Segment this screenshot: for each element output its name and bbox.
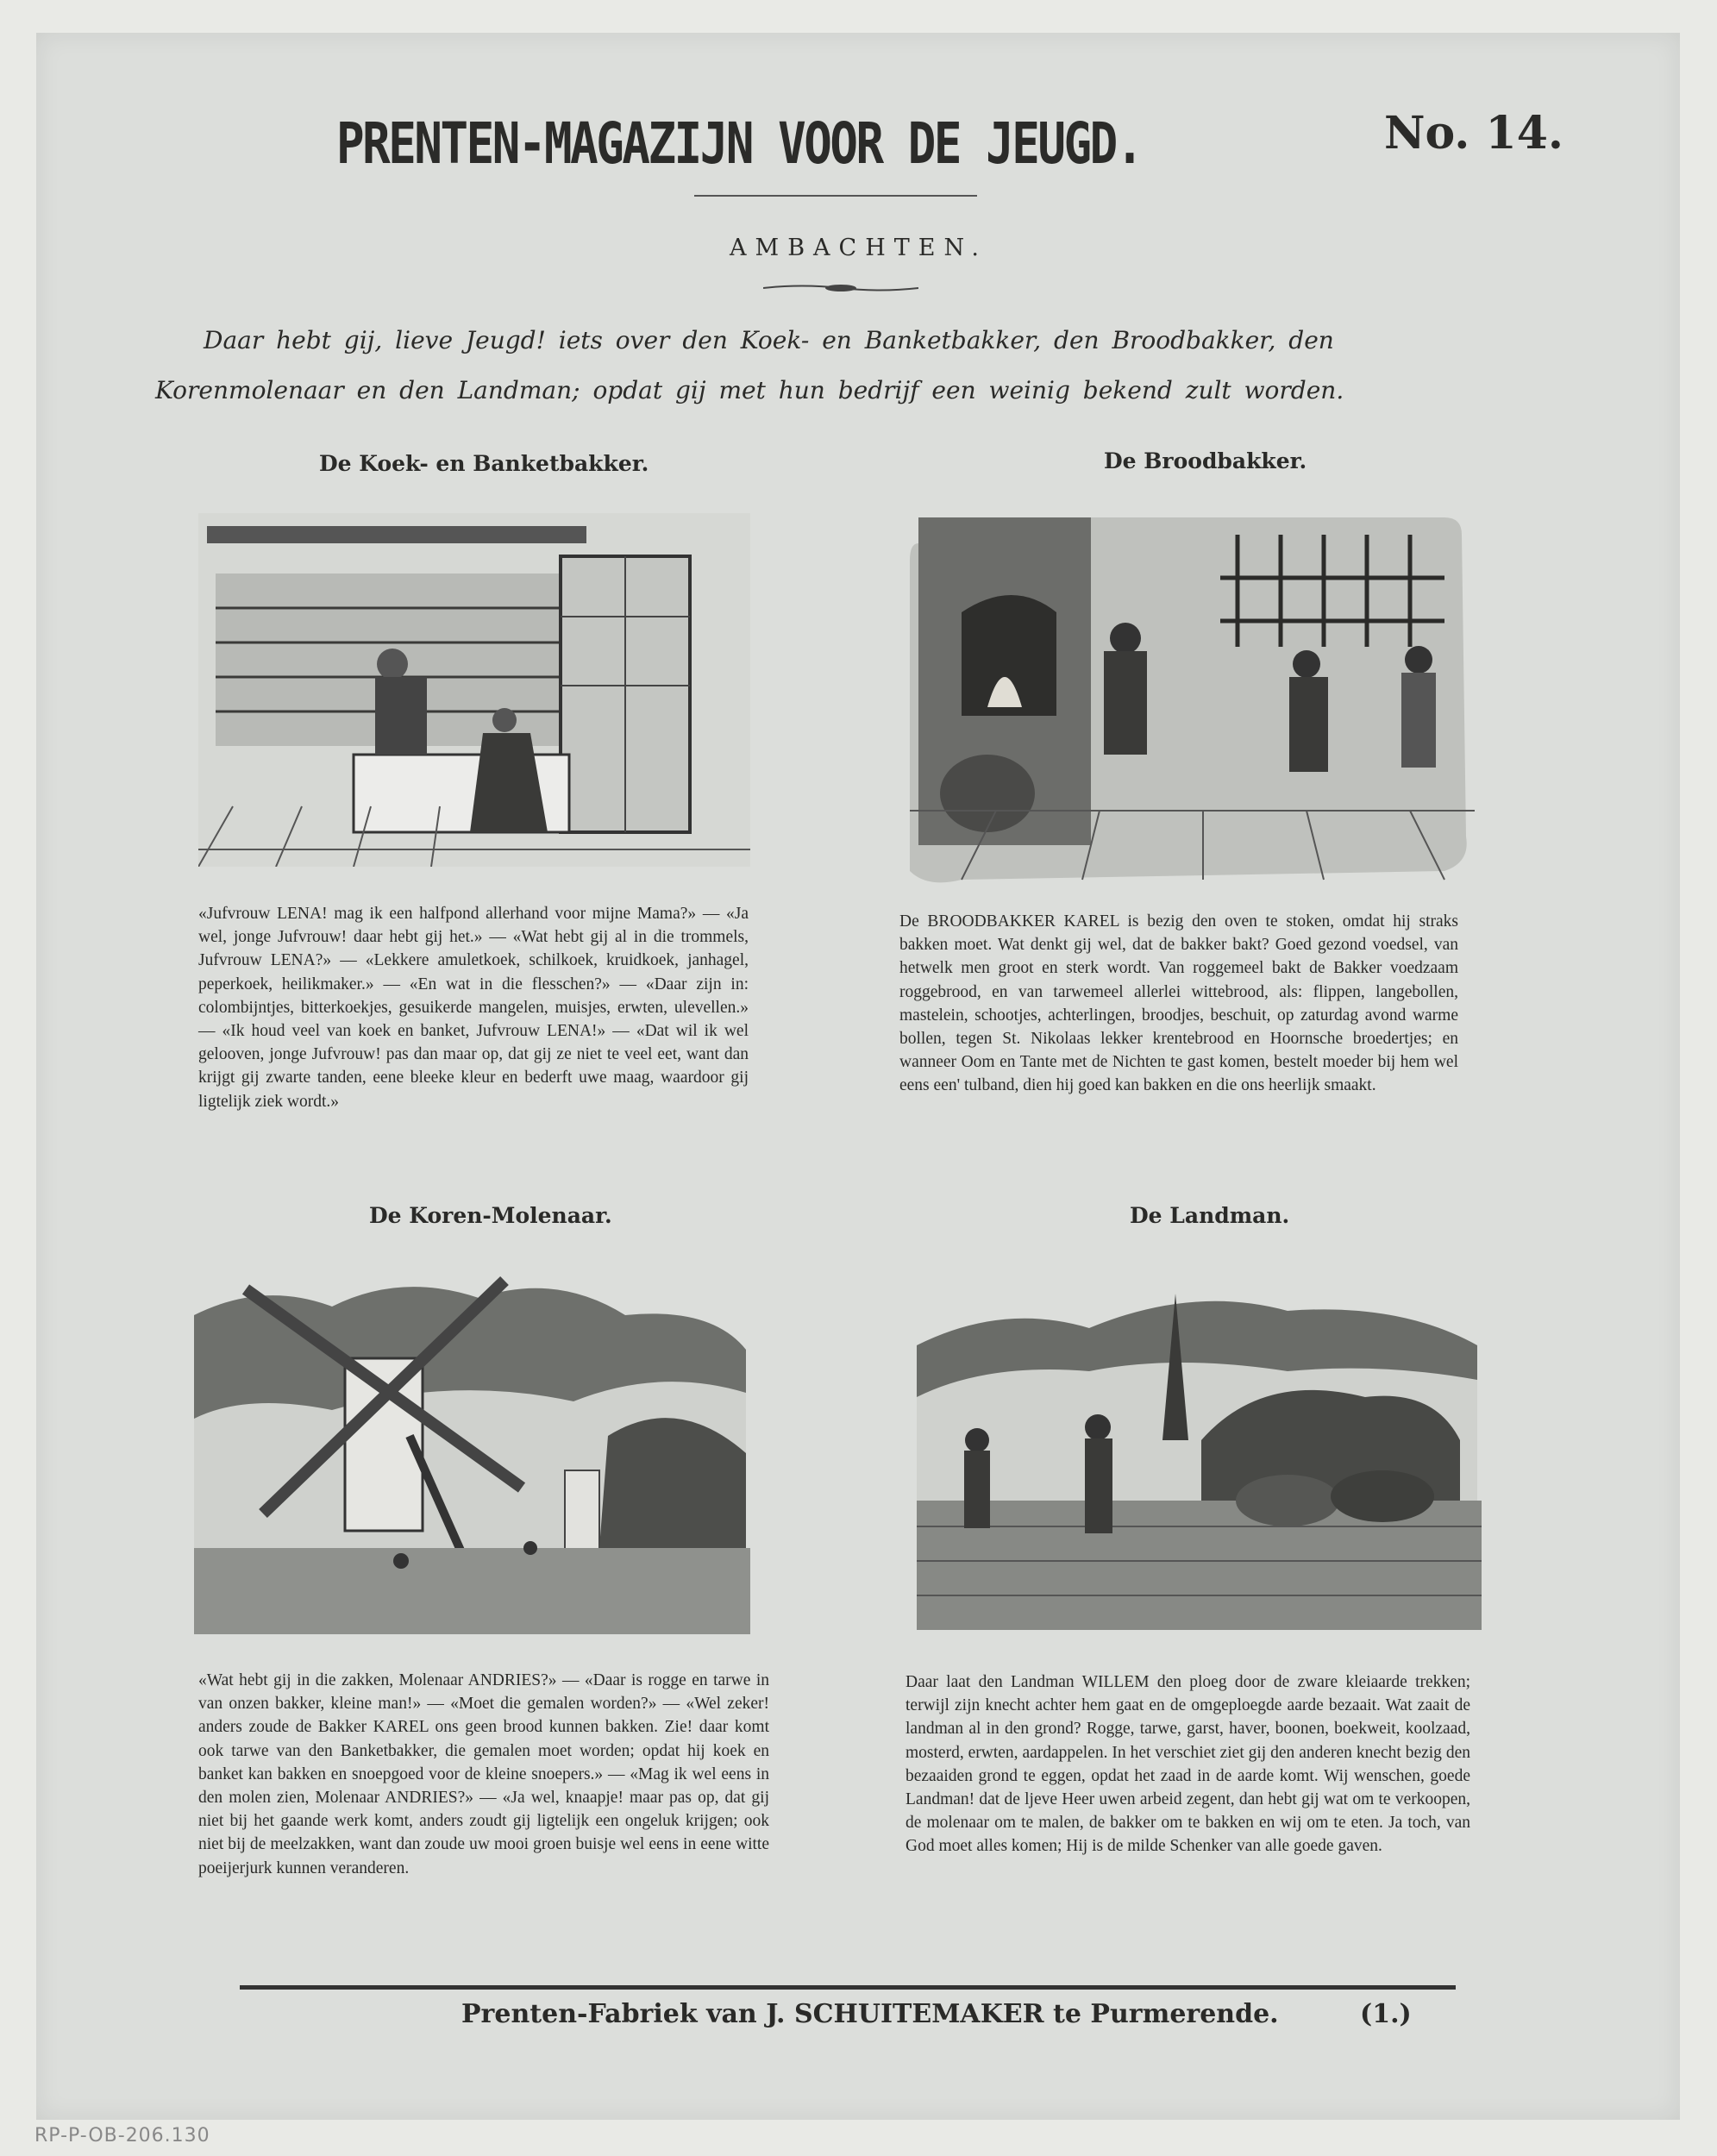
- page-title: PRENTEN-MAGAZIJN VOOR DE JEUGD.: [336, 110, 1142, 177]
- heading-koekbakker: De Koek- en Banketbakker.: [319, 451, 649, 476]
- heading-broodbakker: De Broodbakker.: [1104, 448, 1307, 473]
- title-divider: [694, 195, 977, 197]
- ploughman-illustration: [917, 1268, 1482, 1639]
- section-subtitle: AMBACHTEN.: [730, 235, 987, 261]
- page-number: (1.): [1360, 1999, 1412, 2029]
- flourish-ornament: [763, 281, 918, 295]
- footer-rule: [240, 1985, 1456, 1990]
- intro-text: Daar hebt gij, lieve Jeugd! iets over den Koek- en Banketbakker, den Broodbakker, den Korenmolenaar en den Landman; opdat gij met hun bedrijf een weinig bekend zult worden.: [155, 326, 1344, 404]
- bakery-shop-illustration: [198, 513, 750, 867]
- inventory-stamp: RP-P-OB-206.130: [34, 2125, 210, 2147]
- publisher-line: Prenten-Fabriek van J. SCHUITEMAKER te Purmerende.: [461, 1999, 1279, 2029]
- windmill-illustration: [194, 1263, 750, 1643]
- bread-bakery-illustration: [910, 509, 1475, 888]
- issue-number: No. 14.: [1384, 107, 1563, 160]
- text-broodbakker: De BROODBAKKER KAREL is bezig den oven te stoken, omdat hij straks bakken moet. Wat denkt gij wel, dat de bakker bakt? Goed gezond voedsel, van hetwelk men groot en sterk wordt. Van roggemeel bakt de Bakker voedzaam roggebrood, en van tarwemeel allerlei wittebrood, als: flippen, langebollen, mastelein, schootjes, achterlingen, broodjes, beschuit, op zaturdag avond warme bollen, tegen St. Nikolaas lekker krentebrood en Hoornsche broedertjes; en wanneer Oom en Tante met de Nichten te gast komen, bestelt moeder bij hem wel eens een' tulband, dien hij goed kan bakken en die ons heerlijk smaakt.: [899, 912, 1458, 1095]
- heading-landman: De Landman.: [1130, 1203, 1290, 1228]
- text-molenaar: «Wat hebt gij in die zakken, Molenaar ANDRIES?» — «Daar is rogge en tarwe in van onzen bakker, kleine man!» — «Moet die gemalen worden?» — «Wel zeker! anders zoude de Bakker KAREL ons geen brood kunnen bakken. Zie! daar komt ook tarwe van den Banketbakker, die gemalen moet worden; opdat hij koek en banket kan bakken en snoepgoed voor de kleine snoepers.» — «Mag ik wel eens in den molen zien, Molenaar ANDRIES?» — «Ja wel, knaapje! maar pas op, dat gij niet bij het gaande werk komt, anders zoudt gij ligtelijk een ongeluk krijgen; ook niet bij de meelzakken, want dan zoude uw mooi groen buisje wel eens in eene witte poeijerjurk kunnen veranderen.: [198, 1671, 769, 1877]
- text-koekbakker: «Jufvrouw LENA! mag ik een halfpond allerhand voor mijne Mama?» — «Ja wel, jonge Jufvrouw! daar hebt gij het.» — «Wat hebt gij al in die trommels, Jufvrouw LENA?» — «Lekkere amuletkoek, schilkoek, kruidkoek, janhagel, peperkoek, heilikmaker.» — «En wat in die flesschen?» — «Daar zijn in: colombijntjes, bitterkoekjes, gesuikerde mangelen, muisjes, erwten, ulevellen.» — «Ik houd veel van koek en banket, Jufvrouw LENA!» — «Dat wil ik wel gelooven, jonge Jufvrouw! pas dan maar op, dat gij ze niet te veel eet, want dan krijgt gij zwarte tanden, eene bleeke kleur en bederft uwe maag, waardoor gij ligtelijk ziek wordt.»: [198, 905, 749, 1111]
- text-landman: Daar laat den Landman WILLEM den ploeg door de zware kleiaarde trekken; terwijl zijn knecht achter hem gaat en de omgeploegde aarde bezaait. Wat zaait de landman al in den grond? Rogge, tarwe, garst, haver, boonen, boekweit, koolzaad, mosterd, erwten, aardappelen. In het verschiet ziet gij den anderen knecht bezig den bezaaiden grond te eggen, opdat het zaad in de aarde komt. Wij wenschen, goede Landman! dat de ljeve Heer uwen arbeid zegent, dan hebt gij wat om te verkoopen, de molenaar om te malen, de bakker om te bakken en wij om te eten. Ja toch, van God moet alles komen; Hij is de milde Schenker van alle goede gaven.: [905, 1673, 1470, 1856]
- heading-molenaar: De Koren-Molenaar.: [369, 1203, 612, 1228]
